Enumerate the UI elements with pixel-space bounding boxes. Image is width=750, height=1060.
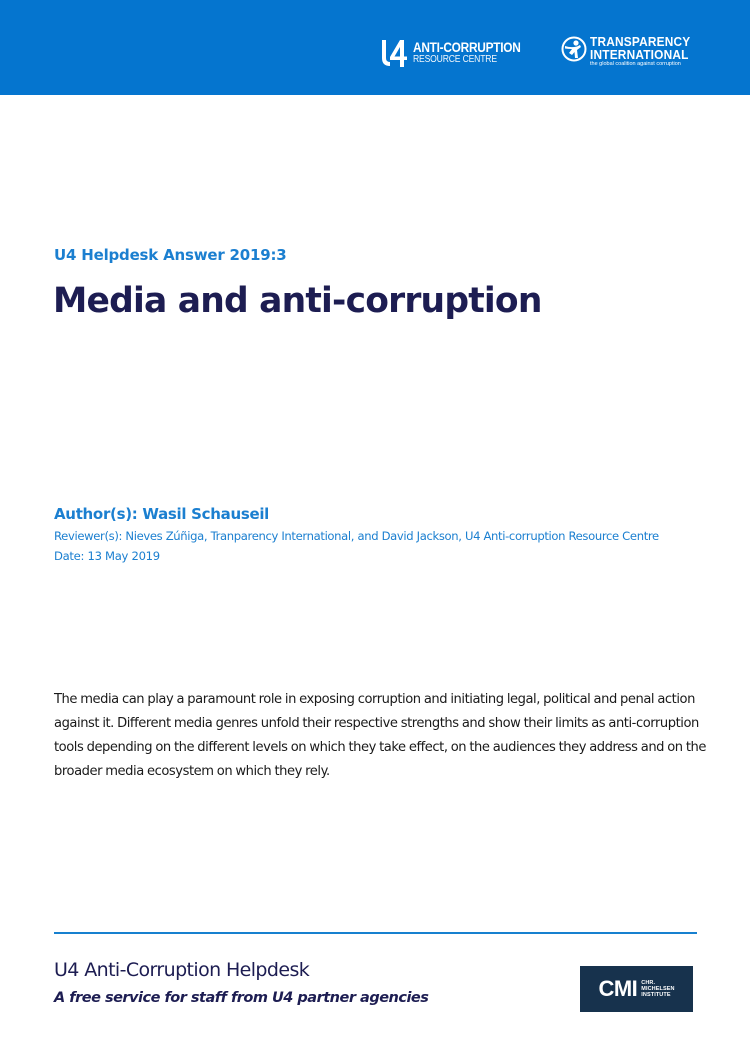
cmi-logo-line3: INSTITUTE [641, 992, 671, 999]
transparency-international-logo[interactable] [561, 36, 696, 68]
cmi-logo[interactable] [580, 966, 693, 1012]
cmi-logo-name [641, 980, 674, 999]
u4-mark-icon [380, 38, 408, 68]
page-title: Media and anti-corruption [53, 281, 542, 321]
cmi-logo-mark: CMI [598, 976, 638, 1001]
u4-logo-subtitle: RESOURCE CENTRE [413, 54, 497, 66]
cmi-logo-line1: CHR. [641, 979, 656, 986]
series-label: U4 Helpdesk Answer 2019:3 [54, 246, 287, 264]
u4-logo-title: ANTI-CORRUPTION [413, 39, 521, 55]
abstract-paragraph: The media can play a paramount role in exposing corruption and initiating legal, political and penal action against it. Different media genres unfold their respective strengths and show their limits as anti-corruption tools depending on the different levels on which they take effect, on the audiences they address and on the broader media ecosystem on which they rely. [54, 692, 706, 779]
author-line: Author(s): Wasil Schauseil [54, 505, 270, 523]
ti-globe-figure-icon [561, 36, 587, 62]
ti-logo-line1: TRANSPARENCY [590, 35, 691, 49]
cmi-logo-line2: MICHELSEN [641, 985, 675, 992]
footer-tagline: A free service for staff from U4 partner agencies [54, 990, 429, 1006]
ti-logo-line2: INTERNATIONAL [590, 47, 689, 62]
footer-title: U4 Anti-Corruption Helpdesk [54, 959, 310, 981]
u4-logo[interactable] [380, 37, 535, 69]
reviewers-line: Reviewer(s): Nieves Zúñiga, Tranparency International, and David Jackson, U4 Anti-corruption Resource Centre [54, 529, 659, 543]
header-band [0, 0, 750, 95]
ti-logo-tagline: the global coalition against corruption [590, 61, 681, 67]
date-line: Date: 13 May 2019 [54, 549, 160, 563]
footer-divider [54, 932, 697, 934]
